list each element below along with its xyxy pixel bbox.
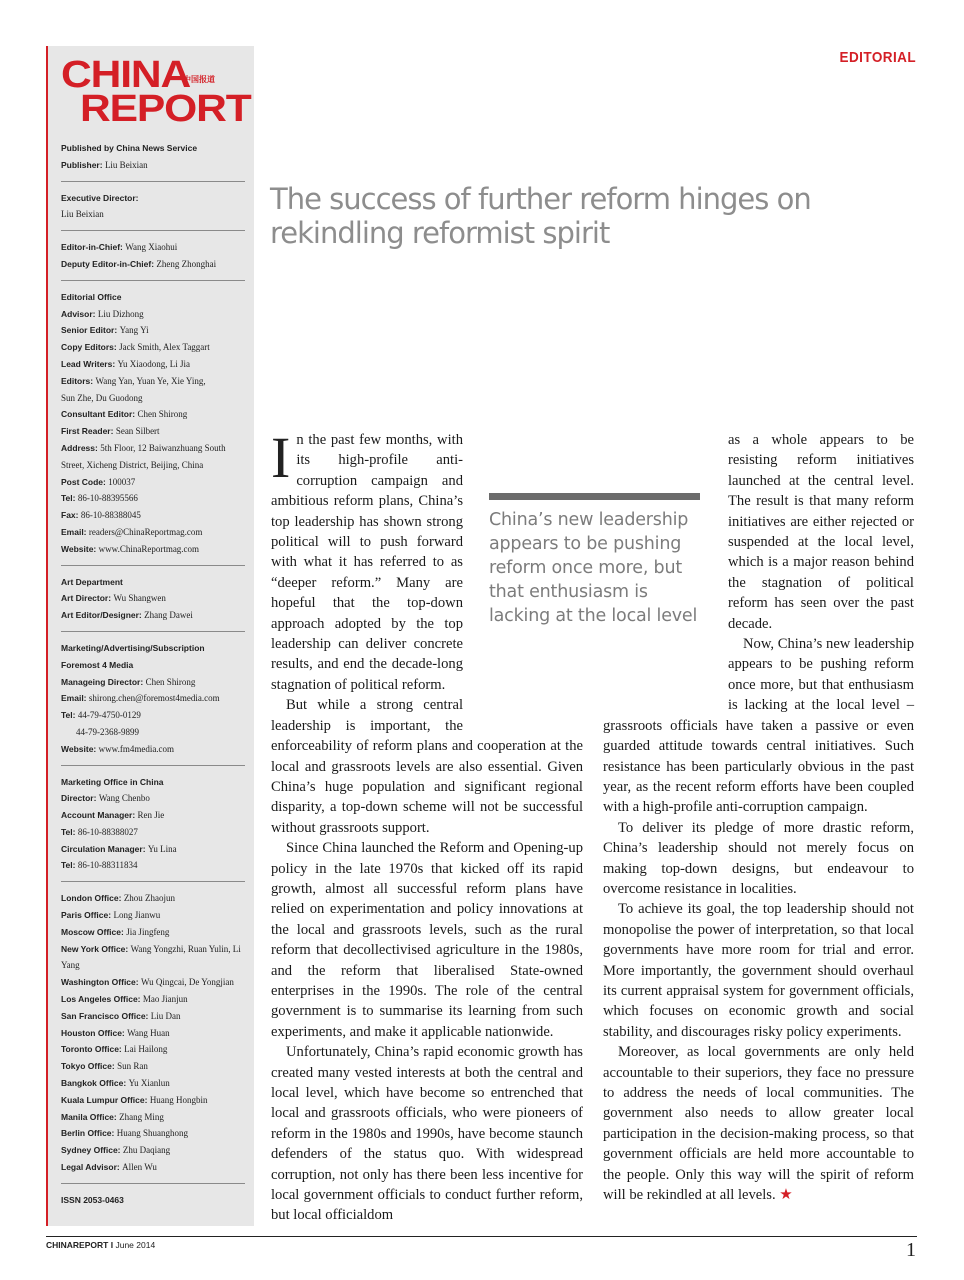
address-value: 5th Floor, 12 Baiwanzhuang South [100, 442, 226, 453]
office-row [61, 1075, 244, 1092]
fax-label: Fax: [61, 510, 79, 521]
office-value: Yu Xianlun [128, 1078, 170, 1089]
office-value: Huang Shuanghong [116, 1128, 188, 1139]
senior-label: Senior Editor: [61, 325, 118, 336]
paragraph-text: n the past few months, with its high-profile anti-corruption campaign and ambitious reform plans, China’s top leadership has shown strong political will to push forward with what it has referred to as “deeper reform.” Many are hopeful that the top-down approach adopted by the top leadership can deliver concrete results, and end the decade-long stagnation of political reform. [271, 432, 463, 693]
ctel2-value: 86-10-88311834 [77, 860, 138, 871]
senior-value: Yang Yi [119, 325, 149, 336]
office-label: Bangkok Office: [61, 1078, 127, 1089]
office-value: Zhou Zhaojun [123, 893, 176, 904]
office-value: Wang Huan [127, 1027, 170, 1038]
office-value: Sun Ran [117, 1061, 148, 1072]
arted-label: Art Editor/Designer: [61, 610, 142, 621]
exec-label: Executive Director: [61, 192, 139, 203]
eic-label: Editor-in-Chief: [61, 242, 123, 253]
office-row [61, 1058, 244, 1075]
mtel-label: Tel: [61, 710, 76, 721]
publisher-value: Liu Beixian [104, 159, 148, 170]
memail-label: Email: [61, 693, 87, 704]
deic-value: Zheng Zhonghai [156, 258, 217, 269]
email-link[interactable]: readers@ChinaReportmag.com [88, 526, 203, 537]
office-value: Liu Dan [150, 1010, 181, 1021]
office-value: Wang Yongzhi, Ruan Yulin, Li Yang [61, 943, 241, 971]
divider [61, 765, 245, 766]
logo-chinese-text: 中国报道 [183, 75, 215, 84]
lead-label: Lead Writers: [61, 358, 116, 369]
editors-label: Editors: [61, 375, 94, 386]
marketing-company: Foremost 4 Media [61, 659, 134, 670]
reader-value: Sean Silbert [115, 426, 160, 437]
office-value: Allen Wu [122, 1162, 157, 1173]
reader-label: First Reader: [61, 426, 114, 437]
mtel-value: 44-79-4750-0129 [77, 710, 141, 721]
paragraph: To achieve its goal, the top leadership should not monopolise the power of interpretation, so that local governments have more room for trial and error. More importantly, the government should overhaul its current appraisal system for government officials, which focuses on economic growth and social stability, and discourages risky policy experiments. [603, 901, 914, 1040]
artdir-label: Art Director: [61, 593, 112, 604]
issn-block [61, 1192, 244, 1209]
office-row [61, 974, 244, 991]
office-label: Kuala Lumpur Office: [61, 1094, 148, 1105]
paragraph: Unfortunately, China’s rapid economic growth has created many vested interests at both the central and local level, which have become so entrenched that local and grassroots officials, who were pioneers of reform in the 1980s and 1990s, have become staunch defenders of the status quo. With widespread corruption, not only has there been less incentive for local government officials to conduct further reform, but local officialdom [271, 1044, 583, 1224]
postcode-value: 100037 [108, 476, 136, 487]
website-label: Website: [61, 543, 97, 554]
editor-in-chief-block [61, 239, 244, 273]
office-label: Paris Office: [61, 910, 112, 921]
ctel2-label: Tel: [61, 860, 76, 871]
divider [61, 280, 245, 281]
logo-line-report: REPORT [80, 88, 251, 130]
office-row [61, 991, 244, 1008]
address-label: Address: [61, 442, 98, 453]
ctel-label: Tel: [61, 826, 76, 837]
deic-label: Deputy Editor-in-Chief: [61, 258, 155, 269]
issn: ISSN 2053-0463 [61, 1194, 124, 1205]
lead-value: Yu Xiaodong, Li Jia [117, 358, 191, 369]
office-label: London Office: [61, 893, 122, 904]
paragraph [603, 1042, 914, 1205]
mdir-label: Manageing Director: [61, 676, 144, 687]
circ-label: Circulation Manager: [61, 843, 146, 854]
office-value: Long Jianwu [113, 910, 161, 921]
editors-value-cont: Sun Zhe, Du Guodong [61, 392, 143, 403]
editors-value: Wang Yan, Yuan Ye, Xie Ying, [95, 375, 206, 386]
advisor-value: Liu Dizhong [97, 308, 144, 319]
mweb-label: Website: [61, 743, 97, 754]
divider [61, 181, 245, 182]
copy-label: Copy Editors: [61, 342, 117, 353]
drop-cap: I [271, 425, 291, 490]
end-star-icon: ★ [779, 1187, 793, 1204]
office-label: San Francisco Office: [61, 1010, 149, 1021]
consult-label: Consultant Editor: [61, 409, 136, 420]
office-value: Zhu Daqiang [122, 1145, 171, 1156]
paragraph: To deliver its pledge of more drastic reform, China’s leadership should not merely focus on making top-down designs, but endeavour to overcome resistance in localities. [603, 819, 914, 897]
address-value-cont: Street, Xicheng District, Beijing, China [61, 459, 204, 470]
page-number: 1 [906, 1239, 916, 1261]
copy-value: Jack Smith, Alex Taggart [119, 342, 210, 353]
publisher-label: Publisher: [61, 159, 103, 170]
office-row [61, 907, 244, 924]
memail-link[interactable]: shirong.chen@foremost4media.com [88, 693, 220, 704]
cdir-label: Director: [61, 793, 97, 804]
china-office-heading: Marketing Office in China [61, 776, 164, 787]
divider [61, 230, 245, 231]
masthead-sidebar [46, 46, 254, 1226]
office-value: Zhang Ming [119, 1111, 164, 1122]
overseas-offices-block [61, 890, 244, 1176]
footer [46, 1240, 155, 1250]
china-report-logo [60, 54, 251, 140]
consult-value: Chen Shirong [137, 409, 188, 420]
office-label: Los Angeles Office: [61, 994, 141, 1005]
cdir-value: Wang Chenbo [98, 793, 150, 804]
office-value: Lai Hailong [124, 1044, 168, 1055]
paragraph-text: Moreover, as local governments are only held accountable to their superiors, they face no pressure to address the needs of local communities. The government also needs to allow greater local participation in the decision-making process, so that government officials are held more accountable to the people. Only this way will the spirit of reform will be rekindled at all levels. [603, 1044, 914, 1204]
publisher-block [61, 140, 244, 174]
footer-issue: June 2014 [115, 1240, 156, 1250]
marketing-block [61, 640, 244, 758]
office-heading: Editorial Office [61, 291, 122, 302]
office-row [61, 1125, 244, 1142]
office-row [61, 1142, 244, 1159]
paragraph: But while a strong central leadership is important, the enforceability of reform plans and cooperation at the local and grassroots levels are also essential. Given China’s huge population and significant regional disparity, a top-down scheme will not be successful without grassroots support. [271, 697, 583, 836]
art-department-block [61, 574, 244, 624]
footer-rule [46, 1236, 917, 1237]
paragraph: Now, China’s new leadership appears to be pushing reform once more, but that enthusiasm is lacking at the local level – grassroots officials have taken a passive or even guarded attitude towards central initiatives. Such resistance has been particularly obvious in the past year, as the recent reform efforts have been coupled with a high-profile anti-corruption campaign. [603, 636, 914, 816]
office-value: Huang Hongbin [149, 1094, 208, 1105]
arted-value: Zhang Dawei [144, 610, 193, 621]
office-row [61, 1159, 244, 1176]
divider [61, 631, 245, 632]
office-label: Tokyo Office: [61, 1061, 115, 1072]
exec-value: Liu Beixian [61, 209, 104, 220]
office-row [61, 1092, 244, 1109]
mdir-value: Chen Shirong [145, 676, 196, 687]
tel-value: 86-10-88395566 [77, 493, 138, 504]
logo-line-china: CHINA [61, 54, 191, 96]
paragraph-text: as a whole appears to be resisting reform initiatives launched at the central level. The result is that many reform initiatives are either rejected or suspended at the local level, which is a major reason behind the stagnation of political reform has seen over the past decade. [728, 432, 914, 632]
office-label: Sydney Office: [61, 1145, 121, 1156]
advisor-label: Advisor: [61, 308, 96, 319]
pull-quote: China’s new leadership appears to be pushing reform once more, but that enthusiasm is lacking at the local level [489, 493, 700, 628]
mtel-value-2: 44-79-2368-9899 [76, 726, 139, 737]
office-label: New York Office: [61, 943, 129, 954]
office-row [61, 1025, 244, 1042]
divider [61, 1183, 245, 1184]
email-label: Email: [61, 526, 87, 537]
acct-label: Account Manager: [61, 810, 136, 821]
mweb-link[interactable]: www.fm4media.com [98, 743, 175, 754]
tel-label: Tel: [61, 493, 76, 504]
published-by: Published by China News Service [61, 143, 198, 153]
art-heading: Art Department [61, 576, 123, 587]
office-label: Washington Office: [61, 977, 139, 988]
office-row [61, 1109, 244, 1126]
office-label: Berlin Office: [61, 1128, 115, 1139]
acct-value: Ren Jie [137, 810, 165, 821]
postcode-label: Post Code: [61, 476, 106, 487]
artdir-value: Wu Shangwen [113, 593, 166, 604]
office-value: Mao Jianjun [142, 994, 188, 1005]
office-row [61, 890, 244, 907]
office-label: Houston Office: [61, 1027, 125, 1038]
editorial-office-block [61, 289, 244, 558]
fax-value: 86-10-88388045 [80, 510, 141, 521]
eic-value: Wang Xiaohui [125, 242, 178, 253]
section-tag: EDITORIAL [839, 49, 916, 66]
divider [61, 881, 245, 882]
article-title: The success of further reform hinges on rekindling reformist spirit [270, 182, 811, 250]
office-row [61, 924, 244, 941]
office-label: Manila Office: [61, 1111, 117, 1122]
office-value: Jia Jingfeng [126, 926, 170, 937]
footer-separator: I [110, 1240, 114, 1250]
office-value: Wu Qingcai, De Yongjian [140, 977, 234, 988]
website-link[interactable]: www.ChinaReportmag.com [98, 543, 200, 554]
paragraph: Since China launched the Reform and Opening-up policy in the late 1970s that kicked off its rapid growth, almost all successful reform plans have relied on experimentation and policy innovations at the local and grassroots levels, such as the rural reform that decollectivised agriculture in the 1980s, and the reform that liberalised State-owned enterprises in the 1990s. The role of the central government is to summarise its learning from such experiments, and make it applicable nationwide. [271, 840, 583, 1040]
office-label: Moscow Office: [61, 926, 124, 937]
office-row [61, 1041, 244, 1058]
marketing-heading: Marketing/Advertising/Subscription [61, 642, 205, 653]
office-row [61, 1008, 244, 1025]
ctel-value: 86-10-88388027 [77, 826, 138, 837]
china-office-block [61, 774, 244, 875]
executive-block [61, 190, 244, 224]
office-row [61, 941, 244, 975]
divider [61, 565, 245, 566]
circ-value: Yu Lina [147, 843, 177, 854]
office-label: Legal Advisor: [61, 1162, 120, 1173]
footer-magazine: CHINAREPORT [46, 1240, 109, 1250]
office-label: Toronto Office: [61, 1044, 122, 1055]
